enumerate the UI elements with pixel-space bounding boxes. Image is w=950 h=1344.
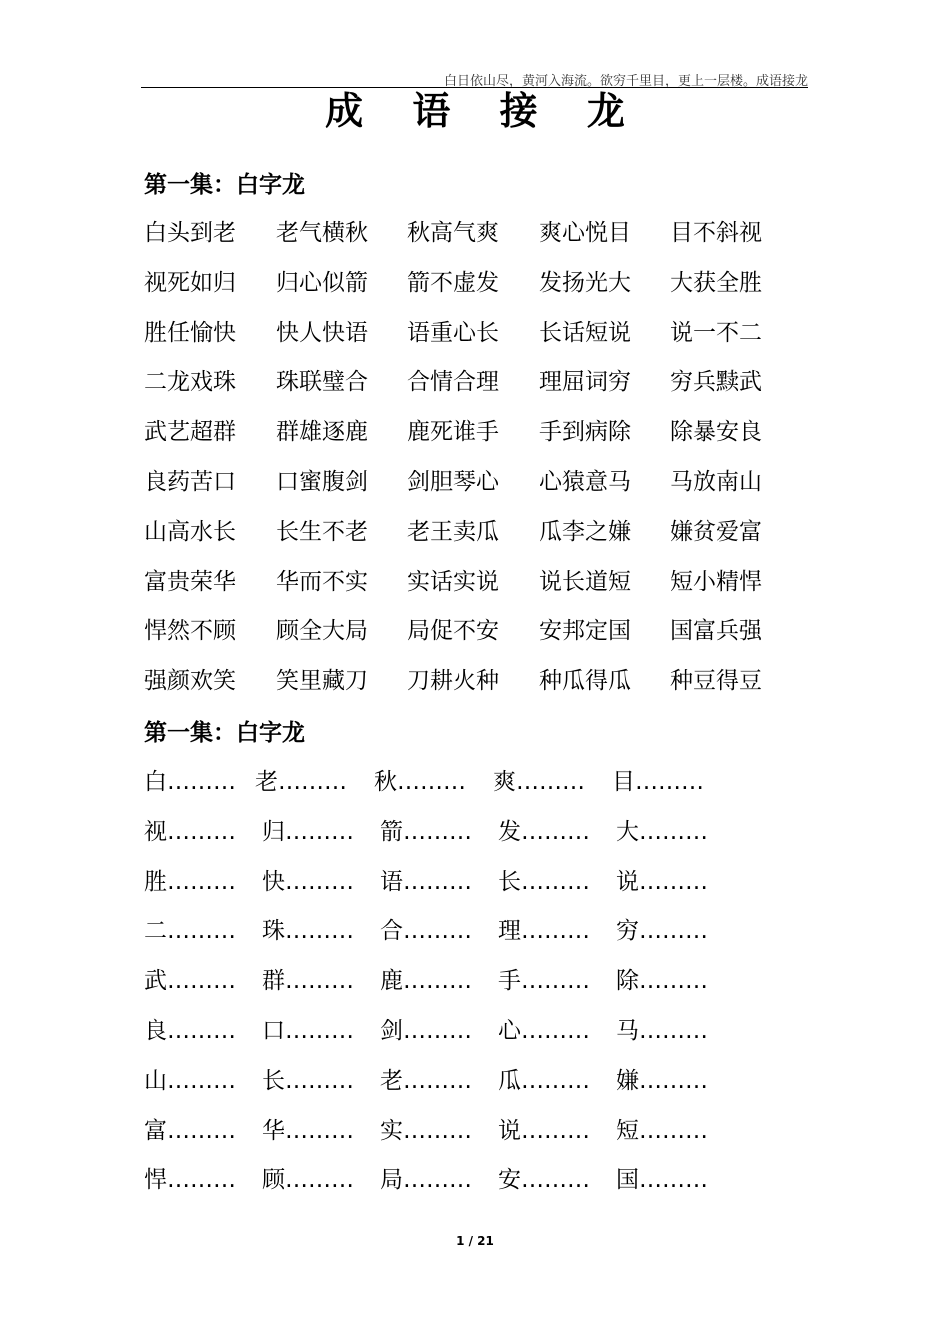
idiom-cell: 合情合理 [407,369,499,396]
prompt-cell: 口……… [262,1018,354,1044]
idiom-cell: 武艺超群 [144,419,236,446]
prompt-cell: 良……… [144,1018,236,1044]
prompt-cell: 大……… [616,818,708,845]
idiom-cell: 短小精悍 [670,568,762,595]
idiom-cell: 老气横秋 [276,220,368,246]
idiom-cell: 刀耕火种 [407,668,499,695]
prompt-cell: 山……… [144,1067,236,1094]
prompt-cell: 除……… [616,968,708,995]
idiom-cell: 爽心悦目 [539,220,631,246]
prompt-cell: 合……… [380,918,472,945]
prompt-cell: 老……… [380,1067,472,1094]
idiom-cell: 顾全大局 [276,618,368,645]
idiom-cell: 国富兵强 [670,618,762,645]
prompt-cell: 胜……… [144,868,236,895]
idiom-cell: 种瓜得瓜 [539,668,631,695]
prompt-cell: 瓜……… [498,1067,590,1094]
prompt-cell: 二……… [144,918,236,945]
prompt-cell: 鹿……… [380,968,472,995]
idiom-cell: 发扬光大 [539,269,631,296]
prompt-cell: 国……… [616,1167,708,1194]
idiom-cell: 穷兵黩武 [670,369,762,396]
idiom-cell: 局促不安 [407,618,499,645]
page-title: 成 语 接 龙 [325,89,643,133]
prompt-cell: 说……… [498,1117,590,1144]
section-heading: 第一集：白字龙 [144,172,305,198]
prompt-cell: 说……… [616,868,708,895]
idiom-cell: 说一不二 [670,319,762,346]
idiom-cell: 种豆得豆 [670,668,762,695]
idiom-cell: 剑胆琴心 [407,469,499,495]
prompt-cell: 富……… [144,1117,236,1144]
idiom-cell: 归心似箭 [276,269,368,296]
prompt-cell: 长……… [498,868,590,895]
idiom-cell: 视死如归 [144,269,236,296]
prompt-cell: 剑……… [380,1018,472,1044]
prompt-cell: 局……… [380,1167,472,1194]
prompt-cell: 目……… [612,769,704,795]
prompt-cell: 白……… [144,769,236,795]
idiom-cell: 群雄逐鹿 [276,419,368,446]
prompt-cell: 安……… [498,1167,590,1194]
idiom-cell: 二龙戏珠 [144,369,236,396]
prompt-cell: 顾……… [262,1167,354,1194]
idiom-cell: 富贵荣华 [144,568,236,595]
idiom-cell: 笑里藏刀 [276,668,368,695]
idiom-cell: 强颜欢笑 [144,668,236,695]
idiom-cell: 长生不老 [276,518,368,545]
prompt-cell: 理……… [498,918,590,945]
idiom-cell: 胜任愉快 [144,319,236,346]
idiom-cell: 珠联璧合 [276,369,368,396]
idiom-cell: 瓜李之嫌 [539,518,631,545]
idiom-cell: 实话实说 [407,568,499,595]
prompt-cell: 语……… [380,868,472,895]
prompt-cell: 心……… [498,1018,590,1044]
idiom-cell: 箭不虚发 [407,269,499,296]
idiom-cell: 安邦定国 [539,618,631,645]
prompt-cell: 群……… [262,968,354,995]
idiom-cell: 目不斜视 [670,220,762,246]
idiom-cell: 嫌贫爱富 [670,518,762,545]
prompt-cell: 秋……… [374,769,466,795]
idiom-cell: 白头到老 [144,220,236,246]
prompt-cell: 实……… [380,1117,472,1144]
prompt-cell: 爽……… [493,769,585,795]
idiom-cell: 理屈词穷 [539,369,631,396]
prompt-cell: 悍……… [144,1167,236,1194]
prompt-cell: 嫌……… [616,1067,708,1094]
idiom-cell: 大获全胜 [670,269,762,296]
idiom-cell: 手到病除 [539,419,631,446]
idiom-cell: 华而不实 [276,568,368,595]
prompt-cell: 马……… [616,1018,708,1044]
idiom-cell: 口蜜腹剑 [276,469,368,495]
idiom-cell: 悍然不顾 [144,618,236,645]
idiom-cell: 秋高气爽 [407,220,499,246]
idiom-cell: 除暴安良 [670,419,762,446]
prompt-cell: 手……… [498,968,590,995]
prompt-cell: 珠……… [262,918,354,945]
running-header: 白日依山尽，黄河入海流。欲穷千里目，更上一层楼。成语接龙 [443,74,808,89]
idiom-cell: 老王卖瓜 [407,518,499,545]
idiom-cell: 良药苦口 [144,469,236,495]
idiom-cell: 山高水长 [144,518,236,545]
prompt-cell: 短……… [616,1117,708,1144]
prompt-cell: 发……… [498,818,590,845]
idiom-cell: 长话短说 [539,319,631,346]
prompt-cell: 视……… [144,818,236,845]
idiom-cell: 快人快语 [276,319,368,346]
prompt-cell: 长……… [262,1067,354,1094]
idiom-cell: 心猿意马 [539,469,631,495]
prompt-cell: 华……… [262,1117,354,1144]
prompt-cell: 老……… [255,769,347,795]
idiom-cell: 说长道短 [539,568,631,595]
idiom-cell: 马放南山 [670,469,762,495]
section-heading: 第一集：白字龙 [144,720,305,746]
prompt-cell: 箭……… [380,818,472,845]
prompt-cell: 武……… [144,968,236,995]
idiom-cell: 语重心长 [407,319,499,346]
prompt-cell: 快……… [262,868,354,895]
prompt-cell: 归……… [262,818,354,845]
idiom-cell: 鹿死谁手 [407,419,499,446]
prompt-cell: 穷……… [616,918,708,945]
page-number: 1 / 21 [456,1234,494,1248]
